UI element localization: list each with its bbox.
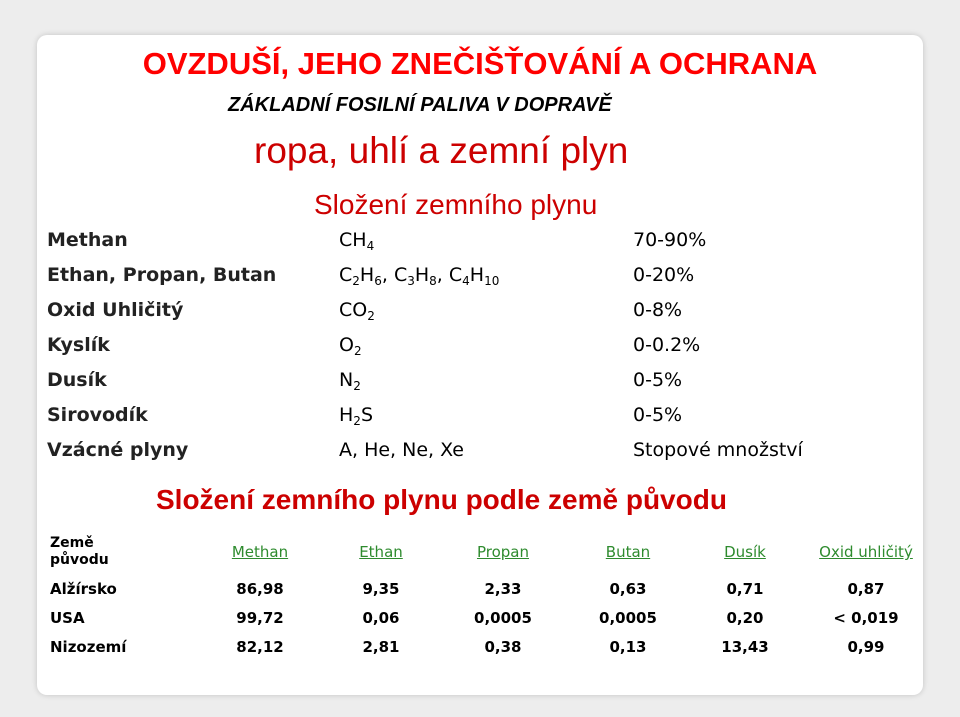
chemical-formula: A, He, Ne, Xe bbox=[339, 439, 464, 461]
chemical-formula: $CO_2$ bbox=[339, 299, 375, 323]
value-cell: 0,99 bbox=[847, 637, 885, 656]
composition-row bbox=[47, 334, 877, 362]
composition-row bbox=[47, 229, 877, 257]
subtitle-oil-coal-gas: ropa, uhlí a zemní plyn bbox=[254, 130, 629, 171]
value-cell: 99,72 bbox=[236, 608, 284, 627]
table-row bbox=[50, 603, 934, 632]
percentage: 0-20% bbox=[633, 264, 695, 286]
percentage: 70-90% bbox=[633, 229, 707, 251]
composition-row bbox=[47, 369, 877, 397]
percentage: Stopové množství bbox=[633, 439, 803, 461]
column-header-propan: Propan bbox=[476, 543, 530, 561]
value-cell: 0,0005 bbox=[474, 608, 532, 627]
value-cell: 9,35 bbox=[362, 579, 400, 598]
composition-heading: Složení zemního plynu bbox=[314, 189, 598, 220]
subtitle-fuels: ZÁKLADNÍ FOSILNÍ PALIVA V DOPRAVĚ bbox=[228, 94, 612, 116]
country-composition-table bbox=[50, 530, 934, 661]
value-cell: 0,38 bbox=[484, 637, 522, 656]
value-cell: 0,71 bbox=[726, 579, 764, 598]
composition-row bbox=[47, 299, 877, 327]
column-header-ethan: Ethan bbox=[359, 543, 403, 561]
value-cell: 0,13 bbox=[609, 637, 647, 656]
value-cell: 86,98 bbox=[236, 579, 284, 598]
composition-row bbox=[47, 264, 877, 292]
composition-row bbox=[47, 404, 877, 432]
column-header-dusik: Dusík bbox=[724, 543, 766, 561]
country-cell: Nizozemí bbox=[50, 637, 127, 656]
value-cell: 13,43 bbox=[721, 637, 769, 656]
column-header-country-label: Země původu bbox=[50, 535, 109, 568]
gas-name: Kyslík bbox=[47, 334, 110, 356]
value-cell: < 0,019 bbox=[833, 608, 899, 627]
value-cell: 0,63 bbox=[609, 579, 647, 598]
column-header-oxid-uhlicity: Oxid uhličitý bbox=[819, 543, 913, 561]
column-header-butan: Butan bbox=[605, 543, 651, 561]
value-cell: 0,06 bbox=[362, 608, 400, 627]
value-cell: 0,87 bbox=[847, 579, 885, 598]
chemical-formula: $C_2H_6$, $C_3H_8$, $C_4H_{10}$ bbox=[339, 264, 500, 288]
percentage: 0-5% bbox=[633, 369, 683, 391]
gas-name: Ethan, Propan, Butan bbox=[47, 264, 277, 286]
gas-name: Vzácné plyny bbox=[47, 439, 189, 461]
gas-name: Dusík bbox=[47, 369, 107, 391]
value-cell: 2,33 bbox=[484, 579, 522, 598]
table-row bbox=[50, 632, 934, 661]
value-cell: 2,81 bbox=[362, 637, 400, 656]
composition-row bbox=[47, 439, 877, 467]
value-cell: 0,20 bbox=[726, 608, 764, 627]
page-title: OVZDUŠÍ, JEHO ZNEČIŠŤOVÁNÍ A OCHRANA bbox=[142, 46, 818, 81]
column-header-country bbox=[50, 530, 200, 574]
chemical-formula: $H_2S$ bbox=[339, 404, 373, 428]
table-header-row bbox=[50, 530, 934, 574]
chemical-formula: $O_2$ bbox=[339, 334, 362, 358]
table-row bbox=[50, 574, 934, 603]
percentage: 0-5% bbox=[633, 404, 683, 426]
value-cell: 82,12 bbox=[236, 637, 284, 656]
percentage: 0-0.2% bbox=[633, 334, 701, 356]
gas-name: Sirovodík bbox=[47, 404, 148, 426]
country-cell: USA bbox=[50, 608, 85, 627]
country-cell: Alžírsko bbox=[50, 579, 117, 598]
percentage: 0-8% bbox=[633, 299, 683, 321]
chemical-formula: $CH_4$ bbox=[339, 229, 375, 253]
country-composition-heading: Složení zemního plynu podle země původu bbox=[156, 484, 727, 515]
value-cell: 0,0005 bbox=[599, 608, 657, 627]
chemical-formula: $N_2$ bbox=[339, 369, 361, 393]
column-header-methan: Methan bbox=[231, 543, 289, 561]
gas-name: Oxid Uhličitý bbox=[47, 299, 184, 321]
gas-name: Methan bbox=[47, 229, 128, 251]
